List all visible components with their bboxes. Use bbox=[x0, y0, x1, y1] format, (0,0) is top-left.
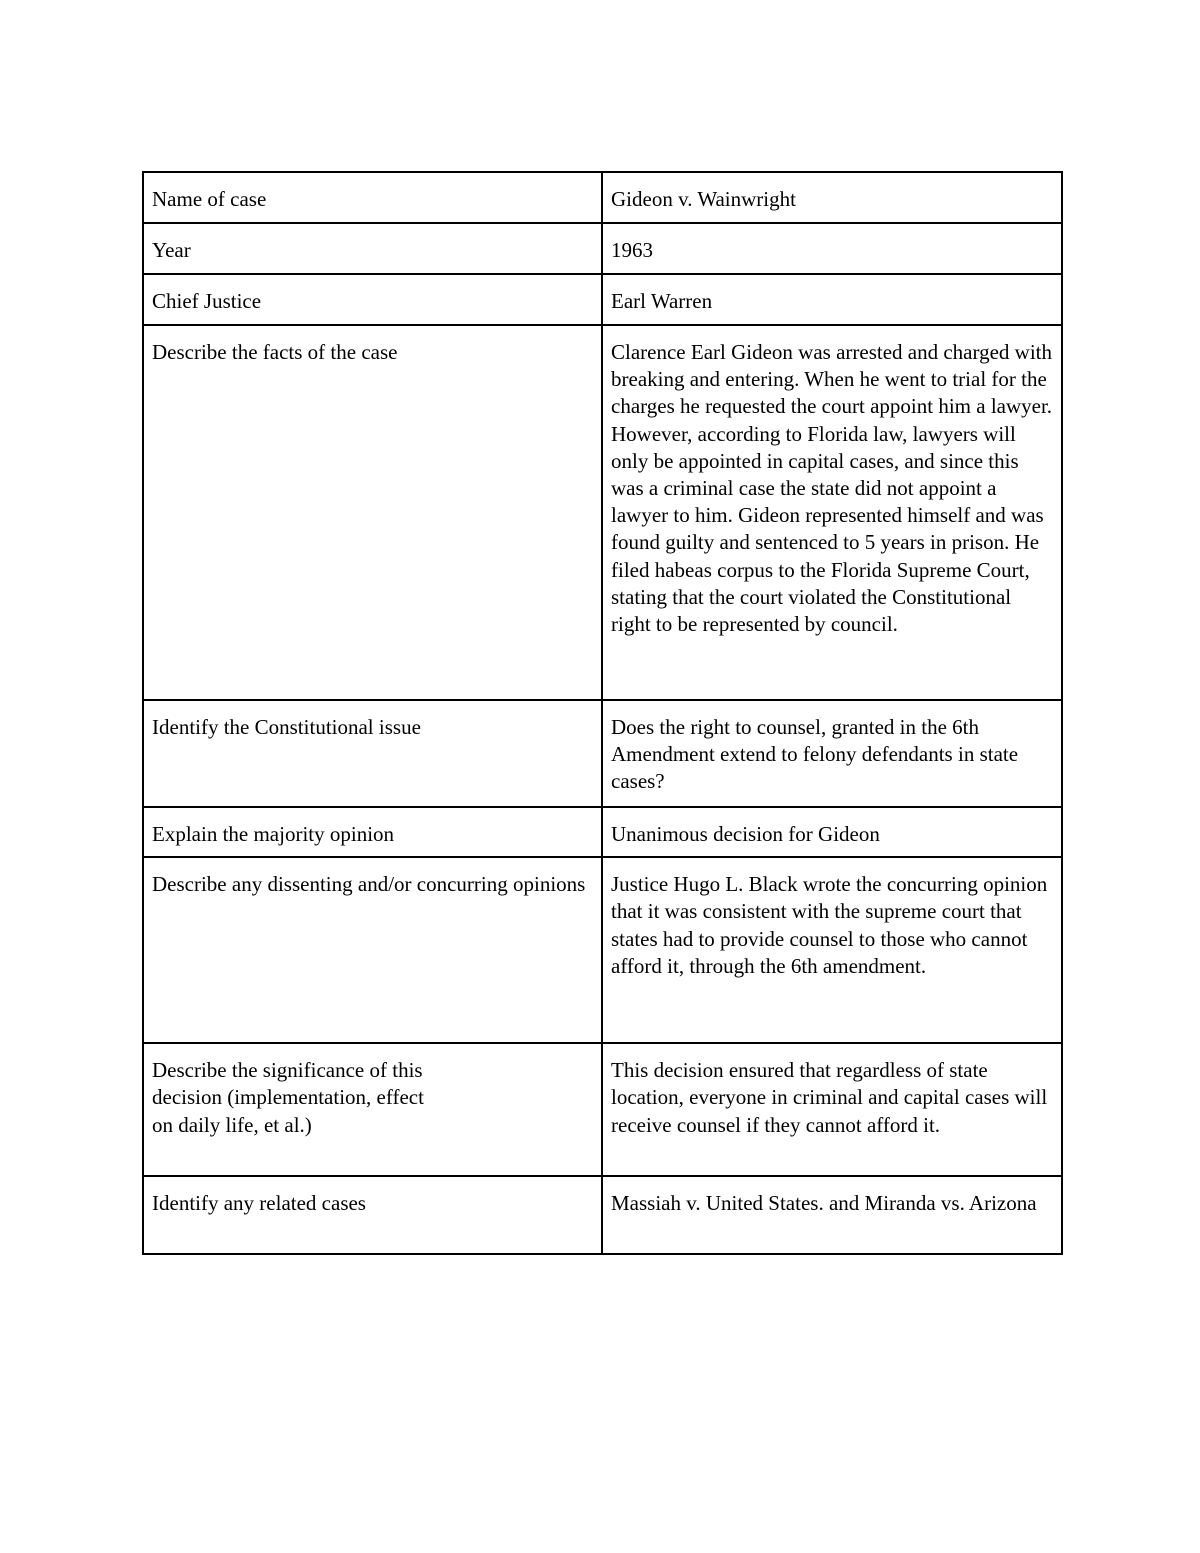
row-label: Describe the significance of this decision (implementation, effect on daily life, et al.) bbox=[143, 1043, 602, 1176]
row-label: Describe the facts of the case bbox=[143, 325, 602, 700]
case-brief-table bbox=[142, 171, 1063, 1255]
table-row-name-of-case bbox=[143, 172, 1062, 223]
row-value: 1963 bbox=[602, 223, 1062, 274]
row-value: Massiah v. United States. and Miranda vs. Arizona bbox=[602, 1176, 1062, 1254]
row-label: Identify any related cases bbox=[143, 1176, 602, 1254]
row-value: Unanimous decision for Gideon bbox=[602, 807, 1062, 857]
row-label: Chief Justice bbox=[143, 274, 602, 325]
table-row-constitutional-issue bbox=[143, 700, 1062, 807]
table-row-majority-opinion bbox=[143, 807, 1062, 857]
row-label: Name of case bbox=[143, 172, 602, 223]
row-value: Earl Warren bbox=[602, 274, 1062, 325]
row-value: Does the right to counsel, granted in the 6th Amendment extend to felony defendants in state cases? bbox=[602, 700, 1062, 807]
table-row-dissenting-concurring bbox=[143, 857, 1062, 1043]
row-label: Year bbox=[143, 223, 602, 274]
row-label: Identify the Constitutional issue bbox=[143, 700, 602, 807]
table-row-related-cases bbox=[143, 1176, 1062, 1254]
table-row-chief-justice bbox=[143, 274, 1062, 325]
row-label: Explain the majority opinion bbox=[143, 807, 602, 857]
table-row-significance bbox=[143, 1043, 1062, 1176]
row-value: Clarence Earl Gideon was arrested and charged with breaking and entering. When he went to trial for the charges he requested the court appoint him a lawyer. However, according to Florida law, lawyers will only be appointed in capital cases, and since this was a criminal case the state did not appoint a lawyer to him. Gideon represented himself and was found guilty and sentenced to 5 years in prison. He filed habeas corpus to the Florida Supreme Court, stating that the court violated the Constitutional right to be represented by council. bbox=[602, 325, 1062, 700]
row-value: Justice Hugo L. Black wrote the concurring opinion that it was consistent with the supreme court that states had to provide counsel to those who cannot afford it, through the 6th amendment. bbox=[602, 857, 1062, 1043]
table-row-year bbox=[143, 223, 1062, 274]
table-row-facts bbox=[143, 325, 1062, 700]
row-label: Describe any dissenting and/or concurring opinions bbox=[143, 857, 602, 1043]
row-value: Gideon v. Wainwright bbox=[602, 172, 1062, 223]
row-value: This decision ensured that regardless of state location, everyone in criminal and capital cases will receive counsel if they cannot afford it. bbox=[602, 1043, 1062, 1176]
